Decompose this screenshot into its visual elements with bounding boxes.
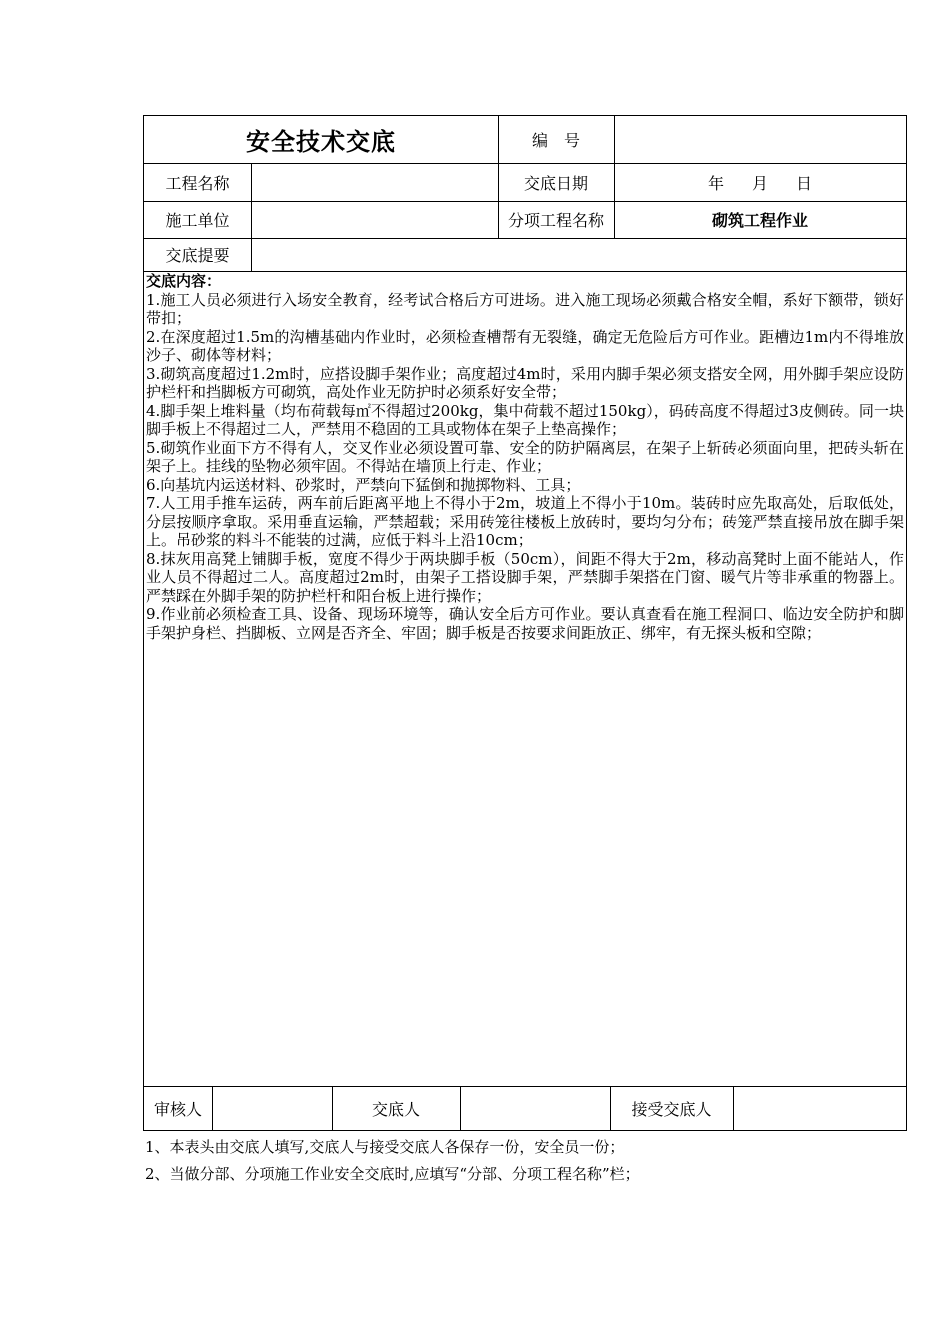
date-day-label: 日	[796, 173, 813, 193]
project-name-label: 工程名称	[165, 173, 230, 193]
receiver-label: 接受交底人	[631, 1100, 712, 1119]
content-item: 6.向基坑内运送材料、砂浆时，严禁向下猛倒和抛掷物料、工具；	[146, 475, 581, 494]
content-title: 交底内容：	[146, 272, 222, 290]
sub-project-label: 分项工程名称	[507, 211, 604, 230]
content-item: 4.脚手架上堆料量（均布荷载每㎡不得超过200kg，集中荷载不超过150kg），码砖高度不得超过3皮侧砖。同一块脚手板上不得超过二人，严禁用不稳固的工具或物体在架子上垫高操作；	[146, 401, 904, 438]
note-item: 2、当做分部、分项施工作业安全交底时,应填写“分部、分项工程名称”栏；	[145, 1165, 640, 1183]
sub-project-value[interactable]: 砌筑工程作业	[711, 211, 808, 230]
receiver-field[interactable]	[733, 1086, 906, 1131]
form-title: 安全技术交底	[246, 127, 396, 156]
content-item: 8.抹灰用高凳上铺脚手板，宽度不得少于两块脚手板（50cm），间距不得大于2m，移动高凳时上面不能站人，作业人员不得超过二人。高度超过2m时，由架子工搭设脚手架，严禁脚手架搭在门窗、暖气片等非承重的物器上。严禁踩在外脚手架的防护栏杆和阳台板上进行操作；	[146, 549, 904, 605]
footer-notes	[145, 1134, 915, 1188]
number-label: 编 号	[531, 131, 580, 150]
number-field[interactable]	[614, 116, 906, 163]
content-item: 1.施工人员必须进行入场安全教育，经考试合格后方可进场。进入施工现场必须戴合格安全帽，系好下额带，锁好带扣；	[146, 290, 904, 327]
construction-unit-field[interactable]	[251, 201, 498, 238]
note-item: 1、本表头由交底人填写,交底人与接受交底人各保存一份，安全员一份；	[145, 1138, 625, 1156]
date-year-label: 年	[707, 173, 724, 193]
reviewer-field[interactable]	[212, 1086, 332, 1131]
content-item: 5.砌筑作业面下方不得有人，交叉作业必须设置可靠、安全的防护隔离层，在架子上斩砖必须面向里，把砖头斩在架子上。挂线的坠物必须牢固。不得站在墙顶上行走、作业；	[146, 438, 904, 475]
disclosure-date-field[interactable]	[614, 163, 906, 201]
discloser-field[interactable]	[460, 1086, 610, 1131]
content-item: 7.人工用手推车运砖，两车前后距离平地上不得小于2m，坡道上不得小于10m。装砖时应先取高处，后取低处，分层按顺序拿取。采用垂直运输，严禁超载；采用砖笼往楼板上放砖时，要均匀分布；砖笼严禁直接吊放在脚手架上。吊砂浆的料斗不能装的过满，应低于料斗上沿10cm；	[146, 494, 904, 549]
summary-label: 交底提要	[165, 246, 230, 265]
content-item: 9.作业前必须检查工具、设备、现场环境等，确认安全后方可作业。要认真查看在施工程洞口、临边安全防护和脚手架护身栏、挡脚板、立网是否齐全、牢固；脚手板是否按要求间距放正、绑牢，有无探头板和空隙；	[146, 605, 904, 642]
discloser-label: 交底人	[371, 1100, 420, 1119]
summary-field[interactable]	[251, 238, 906, 271]
construction-unit-label: 施工单位	[165, 211, 230, 230]
content-item: 3.砌筑高度超过1.2m时，应搭设脚手架作业；高度超过4m时，采用内脚手架必须支搭安全网，用外脚手架应设防护栏杆和挡脚板方可砌筑，高处作业无防护时必须系好安全带；	[146, 364, 904, 401]
content-item: 2.在深度超过1.5m的沟槽基础内作业时，必须检查槽帮有无裂缝，确定无危险后方可作业。距槽边1m内不得堆放沙子、砌体等材料；	[146, 327, 904, 364]
date-month-label: 月	[751, 173, 768, 193]
project-name-field[interactable]	[251, 163, 498, 201]
reviewer-label: 审核人	[153, 1100, 202, 1119]
safety-disclosure-form	[143, 115, 907, 1131]
disclosure-date-label: 交底日期	[523, 173, 588, 193]
disclosure-content	[146, 272, 904, 642]
